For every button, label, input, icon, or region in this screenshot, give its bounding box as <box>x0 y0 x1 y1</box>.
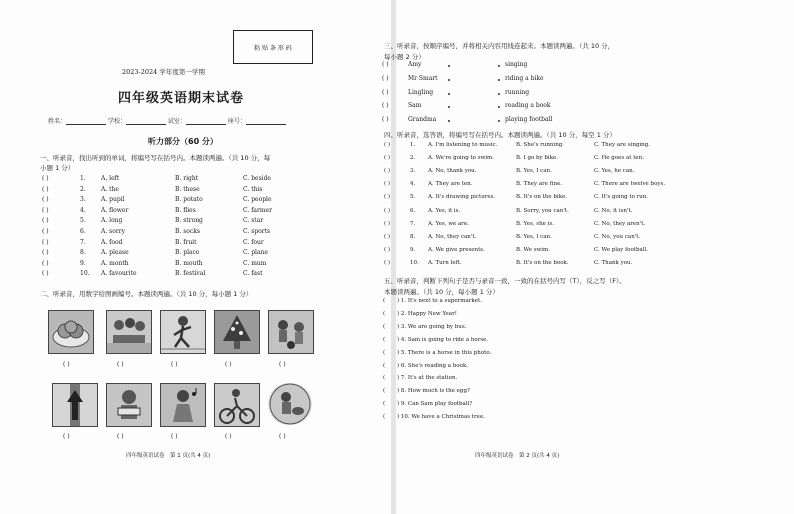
answer-paren[interactable]: ( ) <box>42 217 49 225</box>
option-a: A. pupil <box>101 196 125 204</box>
option-c: C. plane <box>243 249 268 257</box>
picture-answer-7[interactable]: ( ) <box>117 433 124 440</box>
item-number: 3. <box>410 168 416 175</box>
picture-answer-6[interactable]: ( ) <box>63 433 70 440</box>
section-3-instruction: 三、听录音，按顺序编号，并将相关内容用线连起来。本题读两遍。（共 10 分， <box>384 42 615 50</box>
school-term: 2023-2024 学年度第一学期 <box>122 68 205 76</box>
answer-paren[interactable]: ( ) <box>382 102 389 110</box>
option-a: A. Yes, it is. <box>428 207 461 214</box>
option-a: A. No, thank you. <box>428 168 477 175</box>
answer-paren[interactable]: ( ) <box>384 168 391 175</box>
option-c: C. fast <box>243 270 263 278</box>
answer-paren[interactable]: ( ) <box>42 185 49 193</box>
match-dot-right[interactable] <box>498 120 500 122</box>
option-b: B. We swim. <box>516 246 550 253</box>
school-label: 学校： <box>107 118 126 125</box>
exam-page-1 <box>0 0 392 514</box>
option-c: C. It's going to run. <box>594 194 649 201</box>
option-c: C. sports <box>243 228 271 235</box>
seat-field[interactable] <box>246 117 286 125</box>
answer-paren[interactable]: ( ) <box>382 116 389 124</box>
option-c: C. beside <box>243 175 271 182</box>
picture-answer-5[interactable]: ( ) <box>279 361 286 368</box>
answer-paren[interactable]: ( ) <box>42 206 49 214</box>
answer-paren[interactable]: ( ) <box>384 181 391 188</box>
section-1-instruction: 一、听录音，找出听到的单词，将编号写在括号内。本题读两遍。（共 10 分，每 <box>40 154 271 162</box>
picture-children-playing <box>268 310 314 354</box>
option-a: A. flower <box>101 206 129 214</box>
room-field[interactable] <box>186 117 226 125</box>
item-number: 1. <box>410 142 416 148</box>
option-c: C. Yes, he can. <box>594 168 635 175</box>
statement: ) 4. Sam is going to ride a horse. <box>397 336 489 343</box>
answer-paren-open[interactable]: ( <box>383 414 386 421</box>
statement: ) 1. It's next to a supermarket. <box>397 298 482 304</box>
match-dot-right[interactable] <box>498 65 500 67</box>
option-b: B. flies <box>175 206 196 214</box>
answer-paren-open[interactable]: ( <box>383 310 386 317</box>
option-b: B. right <box>175 175 199 182</box>
option-a: A. left <box>101 175 120 182</box>
item-number: 2. <box>410 155 416 162</box>
option-a: A. It's drawing pictures. <box>428 194 496 201</box>
option-c: C. There are twelve boys. <box>594 181 666 188</box>
exam-page-2 <box>382 0 794 514</box>
option-b: B. Yes, I can. <box>516 168 552 175</box>
answer-paren[interactable]: ( ) <box>42 249 49 257</box>
page-2-footer: 四年级英语试卷 第 2 页(共 4 页) <box>475 453 560 459</box>
section-5-instruction: 五、听录音，判断下列句子是否与录音一致，一致的在括号内写（T），反之写（F）。 <box>384 277 626 285</box>
exam-title: 四年级英语期末试卷 <box>118 91 245 106</box>
option-b: B. mouth <box>175 259 203 267</box>
option-b: B. She's running. <box>516 142 565 148</box>
section-2-instruction: 二、听录音，用数字给图画编号。本题读两遍。（共 10 分，每小题 1 分） <box>40 290 253 298</box>
picture-answer-2[interactable]: ( ) <box>117 361 124 368</box>
picture-christmas-tree <box>214 310 260 354</box>
picture-girl-with-dog <box>268 383 312 425</box>
item-number: 2. <box>80 185 86 193</box>
option-c: C. star <box>243 217 264 225</box>
picture-answer-10[interactable]: ( ) <box>279 433 286 440</box>
student-info-row <box>48 116 286 125</box>
section-5-instruction-cont: 本题读两遍。（共 10 分，每小题 1 分） <box>384 288 499 296</box>
option-a: A. favourite <box>101 270 137 278</box>
school-field[interactable] <box>126 117 166 125</box>
answer-paren[interactable]: ( ) <box>384 233 391 240</box>
option-a: A. I'm listening to music. <box>428 142 498 148</box>
answer-paren[interactable]: ( ) <box>384 142 391 148</box>
option-a: A. please <box>101 249 129 257</box>
match-dot-left[interactable] <box>448 93 450 95</box>
option-a: A. Yes, we are. <box>428 220 469 227</box>
item-number: 10. <box>410 259 419 266</box>
item-number: 9. <box>410 246 416 253</box>
statement: ) 6. She's reading a book. <box>397 362 469 369</box>
picture-mooncakes <box>48 310 94 354</box>
item-number: 6. <box>410 207 416 214</box>
answer-paren-open[interactable]: ( <box>383 375 386 382</box>
option-c: C. mum <box>243 259 267 267</box>
match-dot-left[interactable] <box>448 120 450 122</box>
item-number: 7. <box>80 238 86 246</box>
answer-paren[interactable]: ( ) <box>384 194 391 201</box>
match-dot-right[interactable] <box>498 106 500 108</box>
answer-paren[interactable]: ( ) <box>384 220 391 227</box>
person-name: Sam <box>408 102 422 110</box>
answer-paren[interactable]: ( ) <box>42 270 49 278</box>
person-name: Amy <box>408 61 422 68</box>
option-b: B. strong <box>175 217 203 225</box>
option-a: A. We're going to swim. <box>428 155 494 162</box>
item-number: 9. <box>80 259 86 267</box>
item-number: 6. <box>80 228 86 235</box>
option-a: A. month <box>101 259 129 267</box>
statement: ) 10. We have a Christmas tree. <box>397 414 485 421</box>
option-a: A. No, they can't. <box>428 233 477 240</box>
statement: ) 5. There is a horse in this photo. <box>397 349 492 356</box>
answer-paren[interactable]: ( ) <box>382 74 389 82</box>
person-name: Grandma <box>408 116 437 124</box>
item-number: 4. <box>410 181 416 188</box>
option-c: C. No, they aren't. <box>594 220 646 227</box>
picture-answer-8[interactable]: ( ) <box>171 433 178 440</box>
answer-paren[interactable]: ( ) <box>382 61 389 68</box>
picture-boy-reading <box>106 383 152 427</box>
match-dot-left[interactable] <box>448 65 450 67</box>
section-4-instruction: 四、听录音，选答语，将编号写在括号内。本题读两遍。（共 10 分，每空 1 分） <box>384 131 616 139</box>
item-number: 4. <box>80 206 86 214</box>
picture-answer-9[interactable]: ( ) <box>225 433 232 440</box>
activity: riding a bike <box>505 74 544 82</box>
answer-paren-open[interactable]: ( <box>383 323 386 330</box>
listening-heading: 听力部分（60 分） <box>148 137 218 146</box>
picture-go-straight-arrow <box>52 383 98 427</box>
option-b: B. It's on the bike. <box>516 194 567 201</box>
option-b: B. I go by bike. <box>516 155 559 162</box>
answer-paren[interactable]: ( ) <box>382 88 389 96</box>
item-number: 8. <box>410 233 416 240</box>
option-a: A. food <box>101 238 123 246</box>
picture-running-child <box>160 310 206 354</box>
answer-paren[interactable]: ( ) <box>384 155 391 162</box>
option-a: A. Turn left. <box>428 259 462 266</box>
answer-paren[interactable]: ( ) <box>42 238 49 246</box>
section-3-instruction-cont: 每小题 2 分） <box>384 53 425 61</box>
item-number: 1. <box>80 175 86 182</box>
answer-paren-open[interactable]: ( <box>383 336 386 343</box>
option-c: C. people <box>243 196 272 204</box>
person-name: Mr Smart <box>408 74 438 82</box>
option-b: B. festival <box>175 270 206 278</box>
option-c: C. They are singing. <box>594 142 650 148</box>
answer-paren[interactable]: ( ) <box>384 259 391 266</box>
answer-paren-open[interactable]: ( <box>383 401 386 408</box>
activity: playing football <box>505 116 553 124</box>
option-c: C. No, it isn't. <box>594 207 633 214</box>
option-c: C. Thank you. <box>594 259 633 266</box>
picture-boy-on-bike <box>214 383 260 427</box>
name-field[interactable] <box>66 117 106 125</box>
option-a: A. the <box>101 185 119 193</box>
statement: ) 9. Can Sam play football? <box>397 401 473 408</box>
statement: ) 2. Happy New Year! <box>397 310 457 317</box>
item-number: 5. <box>410 194 416 201</box>
activity: singing <box>505 61 528 68</box>
item-number: 10. <box>80 270 90 278</box>
section-1-instruction-cont: 小题 1 分） <box>40 164 75 172</box>
barcode-sticker-box: 粘 贴 条 形 码 <box>233 30 313 64</box>
option-b: B. It's on the book. <box>516 259 569 266</box>
option-b: B. these <box>175 185 200 193</box>
picture-family-dinner <box>106 310 152 354</box>
option-b: B. They are fine. <box>516 181 562 188</box>
person-name: Lingling <box>408 88 434 96</box>
option-a: A. They are ten. <box>428 181 473 188</box>
option-c: C. He goes at ten. <box>594 155 644 162</box>
option-b: B. fruit <box>175 238 197 246</box>
answer-paren[interactable]: ( ) <box>384 207 391 214</box>
answer-paren-open[interactable]: ( <box>383 388 386 395</box>
page-1-footer: 四年级英语试卷 第 1 页(共 4 页) <box>126 453 211 459</box>
activity: reading a book <box>505 102 551 110</box>
option-b: B. potato <box>175 196 203 204</box>
option-b: B. socks <box>175 228 200 235</box>
option-c: C. this <box>243 185 263 193</box>
option-c: C. four <box>243 238 264 246</box>
activity: running <box>505 88 530 96</box>
answer-paren[interactable]: ( ) <box>42 175 49 182</box>
option-c: C. We play football. <box>594 246 649 253</box>
option-a: A. We give presents. <box>428 246 485 253</box>
item-number: 3. <box>80 196 86 204</box>
option-a: A. sorry <box>101 228 125 235</box>
answer-paren-open[interactable]: ( <box>383 298 386 304</box>
option-b: B. Yes, she is. <box>516 220 554 227</box>
option-c: C. No, you can't. <box>594 233 641 240</box>
option-c: C. farmer <box>243 206 272 214</box>
seat-label: 座号： <box>227 118 246 125</box>
picture-answer-3[interactable]: ( ) <box>171 361 178 368</box>
match-dot-left[interactable] <box>448 106 450 108</box>
option-b: B. place <box>175 249 200 257</box>
item-number: 7. <box>410 220 416 227</box>
match-dot-right[interactable] <box>498 79 500 81</box>
answer-paren-open[interactable]: ( <box>383 362 386 369</box>
answer-paren[interactable]: ( ) <box>42 228 49 235</box>
option-a: A. long <box>101 217 123 225</box>
room-label: 试室： <box>167 118 186 125</box>
option-b: B. Yes, I can. <box>516 233 552 240</box>
answer-paren-open[interactable]: ( <box>383 349 386 356</box>
item-number: 8. <box>80 249 86 257</box>
statement: ) 3. We are going by bus. <box>397 323 467 330</box>
item-number: 5. <box>80 217 86 225</box>
statement: ) 8. How much is the egg? <box>397 388 470 395</box>
answer-paren[interactable]: ( ) <box>42 196 49 204</box>
picture-answer-1[interactable]: ( ) <box>63 361 70 368</box>
answer-paren[interactable]: ( ) <box>384 246 391 253</box>
picture-girl-singing <box>160 383 206 427</box>
picture-answer-4[interactable]: ( ) <box>225 361 232 368</box>
match-dot-left[interactable] <box>448 79 450 81</box>
match-dot-right[interactable] <box>498 93 500 95</box>
answer-paren[interactable]: ( ) <box>42 259 49 267</box>
name-label: 姓名： <box>48 118 67 125</box>
option-b: B. Sorry, you can't. <box>516 207 569 214</box>
statement: ) 7. It's at the station. <box>397 375 458 382</box>
